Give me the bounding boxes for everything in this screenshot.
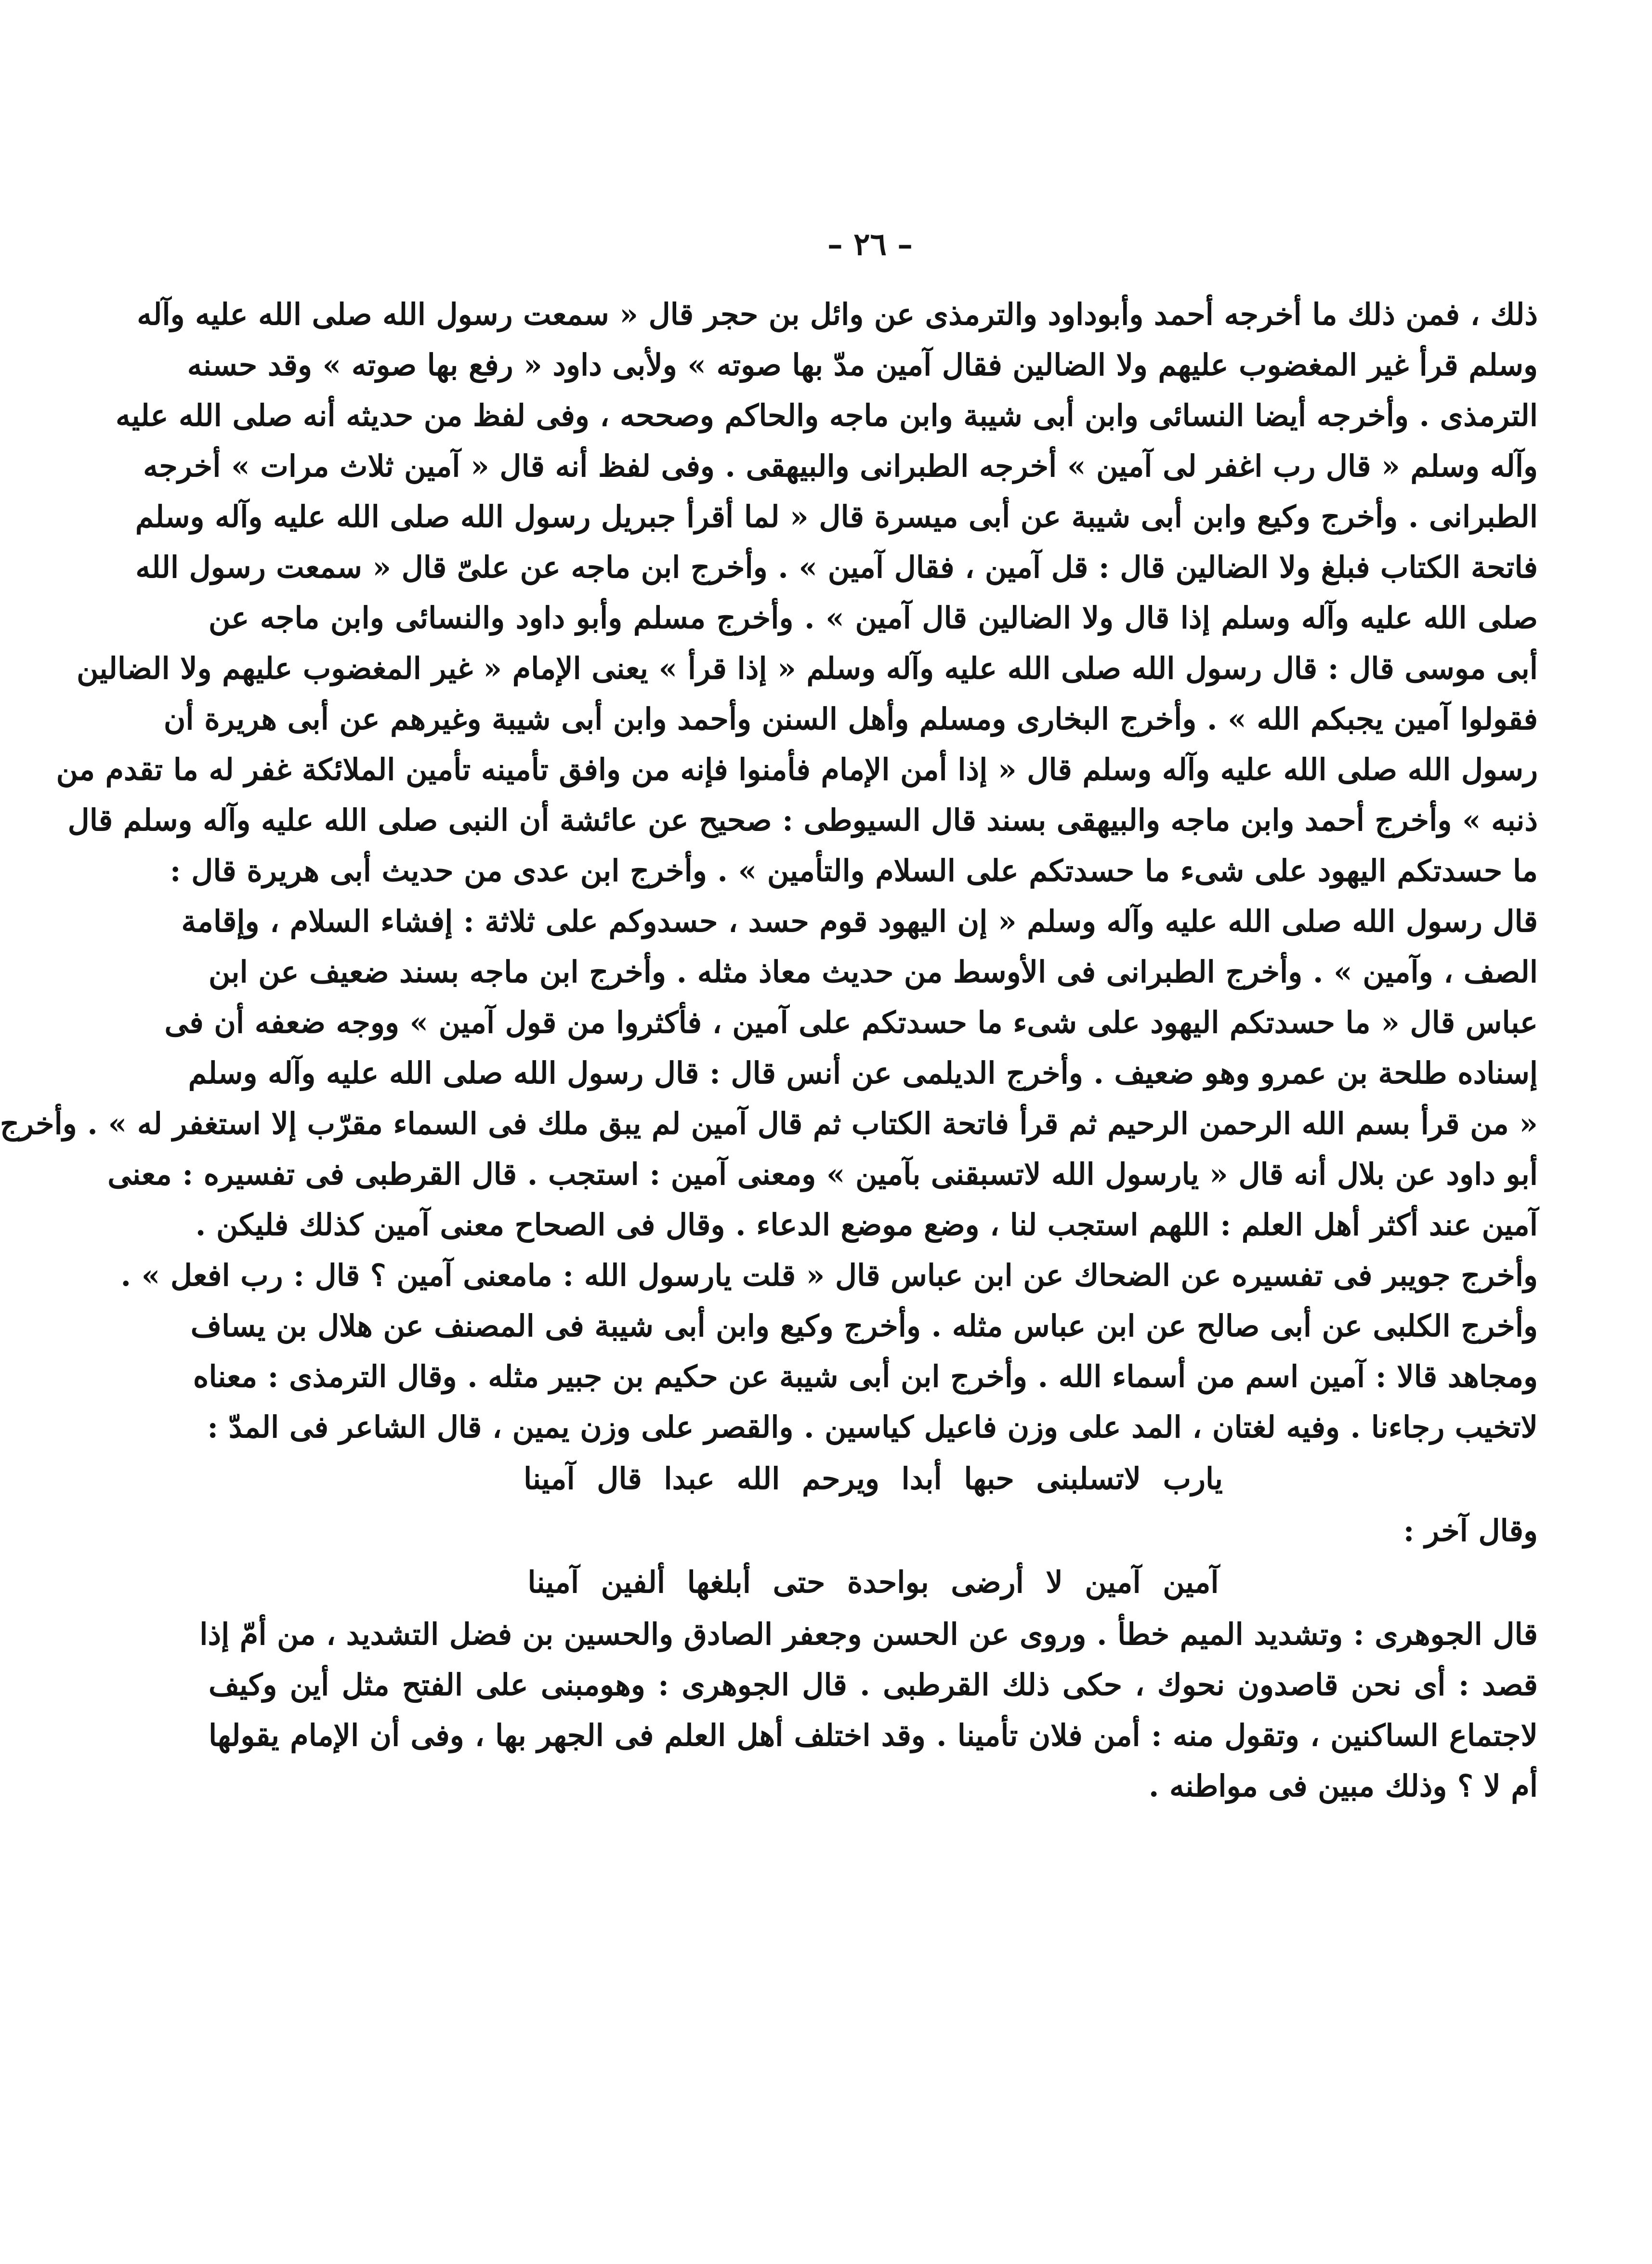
text-line: قال رسول الله صلى الله عليه وآله وسلم « إن اليهود قوم حسد ، حسدوكم على ثلاثة : إفشاء السلام ، وإقامة xyxy=(181,904,1538,939)
text-line: وآله وسلم « قال رب اغفر لى آمين » أخرجه الطبرانى والبيهقى . وفى لفظ أنه قال « آمين ثلاث مرات » أخرجه xyxy=(143,448,1538,484)
poetry-verse: آمين آمين لا أرضى بواحدة حتى أبلغها ألفين آمينا xyxy=(527,1565,1219,1600)
paragraph-hadith-amin xyxy=(0,289,1538,1452)
text-line: الطبرانى . وأخرج وكيع وابن أبى شيبة عن أبى ميسرة قال « لما أقرأ جبريل رسول الله صلى الله عليه وآله وسلم xyxy=(135,499,1538,534)
text-line: ذلك ، فمن ذلك ما أخرجه أحمد وأبوداود والترمذى عن وائل بن حجر قال « سمعت رسول الله صلى الله عليه وآله xyxy=(137,297,1538,332)
text-line: وأخرج الكلبى عن أبى صالح عن ابن عباس مثله . وأخرج وكيع وابن أبى شيبة فى المصنف عن هلال بن يساف xyxy=(190,1308,1538,1343)
text-line: وسلم قرأ غير المغضوب عليهم ولا الضالين فقال آمين مدّ بها صوته » ولأبى داود « رفع بها صوته » وقد حسنه xyxy=(187,347,1538,382)
text-line: الصف ، وآمين » . وأخرج الطبرانى فى الأوسط من حديث معاذ مثله . وأخرج ابن ماجه بسند ضعيف عن ابن xyxy=(209,954,1538,989)
text-line: لاتخيب رجاءنا . وفيه لغتان ، المد على وزن فاعيل كياسين . والقصر على وزن يمين ، قال الشاعر فى المدّ : xyxy=(207,1409,1538,1445)
text-line: أبى موسى قال : قال رسول الله صلى الله عليه وآله وسلم « إذا قرأ » يعنى الإمام « غير المغضوب عليهم ولا الضالين xyxy=(77,651,1538,686)
text-line: رسول الله صلى الله عليه وآله وسلم قال « إذا أمن الإمام فأمنوا فإنه من وافق تأمينه تأمين الملائكة غفر له ما تقدم من xyxy=(56,752,1538,787)
text-line: الترمذى . وأخرجه أيضا النسائى وابن أبى شيبة وابن ماجه والحاكم وصححه ، وفى لفظ من حديثه أنه صلى الله عليه xyxy=(115,398,1538,433)
text-line: « من قرأ بسم الله الرحمن الرحيم ثم قرأ فاتحة الكتاب ثم قال آمين لم يبق ملك فى السماء مقرّب إلا استغفر له » . وأخرج xyxy=(0,1106,1538,1141)
text-line: فقولوا آمين يجبكم الله » . وأخرج البخارى ومسلم وأهل السنن وأحمد وابن أبى شيبة وغيرهم عن أبى هريرة أن xyxy=(163,701,1538,737)
text-line: فاتحة الكتاب فبلغ ولا الضالين قال : قل آمين ، فقال آمين » . وأخرج ابن ماجه عن علىّ قال « سمعت رسول الله xyxy=(135,550,1538,585)
text-line: عباس قال « ما حسدتكم اليهود على شىء ما حسدتكم على آمين ، فأكثروا من قول آمين » ووجه ضعفه أن فى xyxy=(164,1005,1538,1040)
text-line: صلى الله عليه وآله وسلم إذا قال ولا الضالين قال آمين » . وأخرج مسلم وأبو داود والنسائى وابن ماجه عن xyxy=(209,600,1538,635)
text-line: ما حسدتكم اليهود على شىء ما حسدتكم على السلام والتأمين » . وأخرج ابن عدى من حديث أبى هريرة قال : xyxy=(170,853,1538,888)
text-line: ومجاهد قالا : آمين اسم من أسماء الله . وأخرج ابن أبى شيبة عن حكيم بن جبير مثله . وقال الترمذى : معناه xyxy=(193,1359,1538,1394)
text-line: قال الجوهرى : وتشديد الميم خطأ . وروى عن الحسن وجعفر الصادق والحسين بن فضل التشديد ، من أمّ إذا xyxy=(199,1617,1538,1652)
page-body xyxy=(0,289,1538,1811)
text-line: أم لا ؟ وذلك مبين فى مواطنه . xyxy=(1148,1768,1538,1803)
text-line: إسناده طلحة بن عمرو وهو ضعيف . وأخرج الديلمى عن أنس قال : قال رسول الله صلى الله عليه وآله وسلم xyxy=(188,1055,1538,1091)
poetry-verse: يارب لاتسلبنى حبها أبدا ويرحم الله عبدا قال آمينا xyxy=(523,1461,1223,1496)
paragraph-jawhari xyxy=(199,1609,1538,1811)
verse-intro: وقال آخر : xyxy=(1403,1513,1538,1548)
text-line: أبو داود عن بلال أنه قال « يارسول الله لاتسبقنى بآمين » ومعنى آمين : استجب . قال القرطبى فى تفسيره : معنى xyxy=(107,1157,1538,1192)
text-line: قصد : أى نحن قاصدون نحوك ، حكى ذلك القرطبى . قال الجوهرى : وهومبنى على الفتح مثل أين وكيف xyxy=(209,1667,1538,1702)
text-line: ذنبه » وأخرج أحمد وابن ماجه والبيهقى بسند قال السيوطى : صحيح عن عائشة أن النبى صلى الله عليه وآله وسلم قال xyxy=(67,803,1538,838)
text-line: لاجتماع الساكنين ، وتقول منه : أمن فلان تأمينا . وقد اختلف أهل العلم فى الجهر بها ، وفى أن الإمام يقولها xyxy=(209,1718,1538,1753)
page-number: – ٢٦ – xyxy=(827,226,913,263)
text-line: آمين عند أكثر أهل العلم : اللهم استجب لنا ، وضع موضع الدعاء . وقال فى الصحاح معنى آمين كذلك فليكن . xyxy=(195,1207,1538,1242)
text-line: وأخرج جويبر فى تفسيره عن الضحاك عن ابن عباس قال « قلت يارسول الله : مامعنى آمين ؟ قال : رب افعل » . xyxy=(120,1258,1538,1293)
